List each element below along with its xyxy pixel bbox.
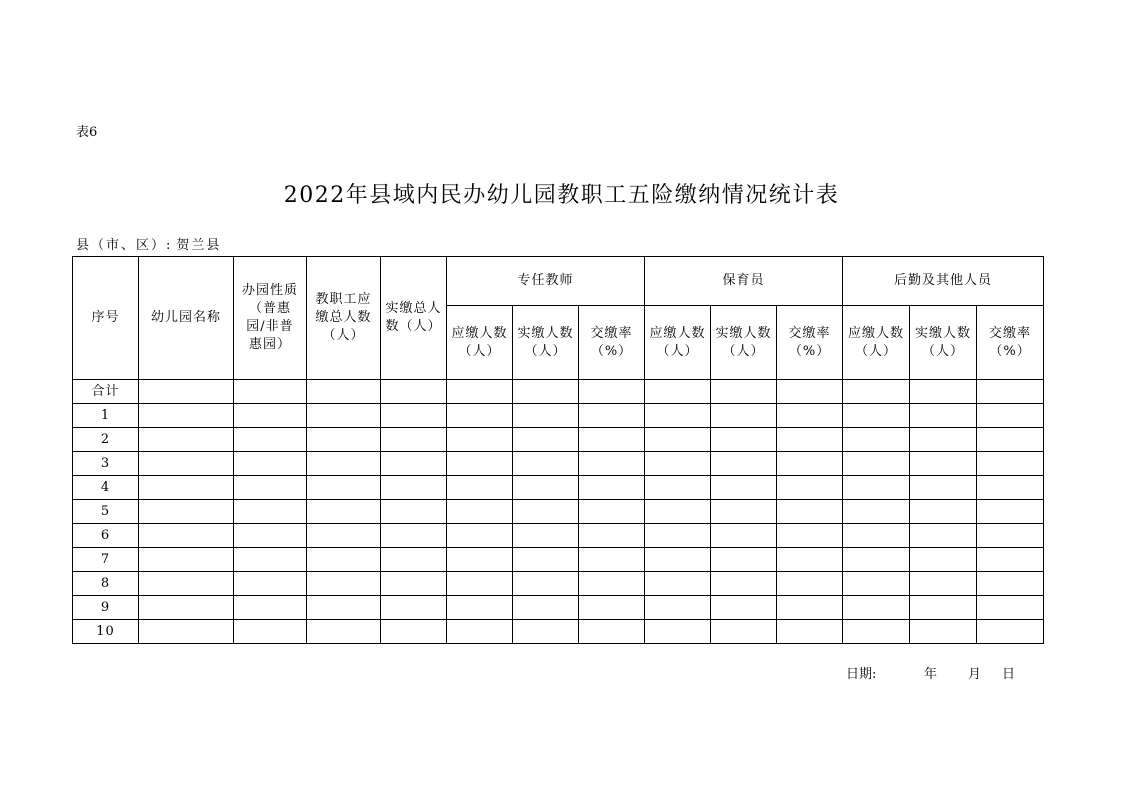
table-cell[interactable] — [513, 500, 579, 524]
table-cell[interactable] — [645, 380, 711, 404]
table-cell[interactable] — [910, 596, 977, 620]
table-cell[interactable] — [645, 428, 711, 452]
table-cell[interactable] — [381, 524, 447, 548]
table-cell[interactable] — [843, 620, 910, 644]
table-cell[interactable] — [777, 452, 843, 476]
table-cell[interactable] — [711, 428, 777, 452]
table-cell[interactable] — [513, 452, 579, 476]
header-teachers-rate-text: 交缴率（%） — [590, 325, 633, 359]
header-nursery-paid-text: 实缴人数（人） — [715, 325, 772, 359]
table-cell[interactable] — [513, 476, 579, 500]
header-nursery-rate — [777, 306, 843, 380]
table-cell[interactable] — [307, 380, 381, 404]
table-cell[interactable] — [579, 620, 645, 644]
table-cell[interactable] — [777, 476, 843, 500]
table-cell[interactable] — [910, 572, 977, 596]
header-teachers-rate — [579, 306, 645, 380]
table-cell[interactable] — [139, 428, 234, 452]
table-cell[interactable] — [711, 572, 777, 596]
table-cell[interactable] — [513, 404, 579, 428]
table-cell[interactable] — [234, 380, 307, 404]
header-other-paid — [910, 306, 977, 380]
table-cell[interactable] — [381, 428, 447, 452]
header-nursery-paid — [711, 306, 777, 380]
table-cell[interactable] — [711, 524, 777, 548]
table-cell[interactable] — [307, 524, 381, 548]
table-cell[interactable] — [513, 620, 579, 644]
table-cell[interactable] — [777, 620, 843, 644]
date-label: 日期: — [846, 667, 877, 682]
table-cell[interactable] — [645, 548, 711, 572]
table-cell[interactable] — [777, 596, 843, 620]
table-cell[interactable] — [910, 620, 977, 644]
table-cell[interactable] — [447, 596, 513, 620]
table-cell[interactable] — [777, 404, 843, 428]
table-row — [73, 476, 1044, 500]
header-teachers-paid — [513, 306, 579, 380]
table-cell[interactable] — [139, 476, 234, 500]
row-label: 9 — [73, 596, 139, 620]
table-cell[interactable] — [645, 596, 711, 620]
table-cell[interactable] — [234, 452, 307, 476]
table-cell[interactable] — [645, 572, 711, 596]
table-cell[interactable] — [307, 476, 381, 500]
table-cell[interactable] — [977, 476, 1044, 500]
table-row — [73, 500, 1044, 524]
table-cell[interactable] — [579, 500, 645, 524]
table-row — [73, 548, 1044, 572]
table-cell[interactable] — [381, 500, 447, 524]
table-cell[interactable] — [711, 404, 777, 428]
table-cell[interactable] — [910, 452, 977, 476]
table-cell[interactable] — [977, 572, 1044, 596]
table-cell[interactable] — [579, 572, 645, 596]
table-cell[interactable] — [579, 548, 645, 572]
table-cell[interactable] — [910, 380, 977, 404]
table-cell[interactable] — [381, 620, 447, 644]
table-cell[interactable] — [977, 596, 1044, 620]
table-cell[interactable] — [447, 524, 513, 548]
table-cell[interactable] — [910, 404, 977, 428]
table-cell[interactable] — [579, 404, 645, 428]
header-staff-due — [307, 257, 381, 380]
table-cell[interactable] — [381, 380, 447, 404]
table-cell[interactable] — [234, 404, 307, 428]
table-cell[interactable] — [447, 572, 513, 596]
header-teachers-due — [447, 306, 513, 380]
table-row — [73, 380, 1044, 404]
table-cell[interactable] — [711, 476, 777, 500]
row-label: 5 — [73, 500, 139, 524]
table-cell[interactable] — [234, 428, 307, 452]
table-cell[interactable] — [977, 548, 1044, 572]
table-cell[interactable] — [977, 524, 1044, 548]
table-cell[interactable] — [139, 524, 234, 548]
table-cell[interactable] — [513, 524, 579, 548]
page-title: 2022年县域内民办幼儿园教职工五险缴纳情况统计表 — [283, 183, 840, 208]
table-cell[interactable] — [910, 500, 977, 524]
header-paid-total-text: 实缴总人数（人） — [385, 301, 442, 334]
table-cell[interactable] — [381, 596, 447, 620]
table-cell[interactable] — [843, 380, 910, 404]
date-year: 年 — [924, 667, 938, 682]
table-cell[interactable] — [447, 404, 513, 428]
table-cell[interactable] — [513, 548, 579, 572]
table-cell[interactable] — [579, 452, 645, 476]
table-cell[interactable] — [711, 500, 777, 524]
table-cell[interactable] — [307, 500, 381, 524]
table-cell[interactable] — [977, 500, 1044, 524]
table-cell[interactable] — [381, 572, 447, 596]
table-cell[interactable] — [139, 572, 234, 596]
table-cell[interactable] — [843, 548, 910, 572]
table-cell[interactable] — [234, 620, 307, 644]
table-cell[interactable] — [447, 380, 513, 404]
table-cell[interactable] — [579, 476, 645, 500]
table-cell[interactable] — [777, 524, 843, 548]
table-cell[interactable] — [139, 500, 234, 524]
header-staff-due-text: 教职工应缴总人数（人） — [315, 292, 372, 343]
table-cell[interactable] — [307, 404, 381, 428]
table-cell[interactable] — [843, 524, 910, 548]
table-cell[interactable] — [381, 452, 447, 476]
table-cell[interactable] — [447, 500, 513, 524]
header-nursery-due-text: 应缴人数（人） — [649, 325, 706, 359]
table-cell[interactable] — [711, 452, 777, 476]
table-cell[interactable] — [843, 572, 910, 596]
table-cell[interactable] — [139, 548, 234, 572]
row-label: 3 — [73, 452, 139, 476]
header-group-other: 后勤及其他人员 — [843, 257, 1044, 306]
table-cell[interactable] — [977, 380, 1044, 404]
table-cell[interactable] — [307, 620, 381, 644]
table-cell[interactable] — [513, 572, 579, 596]
table-cell[interactable] — [139, 380, 234, 404]
table-row — [73, 524, 1044, 548]
header-other-due-text: 应缴人数（人） — [848, 325, 905, 359]
table-cell[interactable] — [381, 476, 447, 500]
table-cell[interactable] — [579, 380, 645, 404]
table-cell[interactable] — [307, 572, 381, 596]
row-label: 6 — [73, 524, 139, 548]
table-cell[interactable] — [910, 476, 977, 500]
table-cell[interactable] — [645, 404, 711, 428]
table-cell[interactable] — [234, 476, 307, 500]
table-cell[interactable] — [843, 404, 910, 428]
table-cell[interactable] — [579, 428, 645, 452]
header-kindergarten-name: 幼儿园名称 — [139, 257, 234, 380]
table-cell[interactable] — [139, 404, 234, 428]
table-cell[interactable] — [381, 548, 447, 572]
table-cell[interactable] — [234, 524, 307, 548]
table-row — [73, 452, 1044, 476]
table-row — [73, 572, 1044, 596]
row-label: 4 — [73, 476, 139, 500]
table-cell[interactable] — [777, 428, 843, 452]
table-cell[interactable] — [777, 380, 843, 404]
table-cell[interactable] — [513, 596, 579, 620]
table-cell[interactable] — [307, 428, 381, 452]
header-group-nursery: 保育员 — [645, 257, 843, 306]
table-cell[interactable] — [447, 452, 513, 476]
table-cell[interactable] — [843, 500, 910, 524]
table-cell[interactable] — [910, 524, 977, 548]
table-cell[interactable] — [447, 620, 513, 644]
table-cell[interactable] — [513, 380, 579, 404]
table-cell[interactable] — [447, 548, 513, 572]
header-paid-total — [381, 257, 447, 380]
table-cell[interactable] — [579, 596, 645, 620]
table-cell[interactable] — [977, 428, 1044, 452]
table-cell[interactable] — [381, 404, 447, 428]
table-row — [73, 404, 1044, 428]
header-other-paid-text: 实缴人数（人） — [915, 325, 972, 359]
header-nursery-due — [645, 306, 711, 380]
table-cell[interactable] — [139, 620, 234, 644]
header-other-rate — [977, 306, 1044, 380]
table-cell[interactable] — [711, 548, 777, 572]
table-cell[interactable] — [307, 596, 381, 620]
row-label: 10 — [73, 620, 139, 644]
table-cell[interactable] — [234, 500, 307, 524]
date-footer — [846, 663, 1015, 682]
header-nursery-rate-text: 交缴率（%） — [788, 325, 831, 359]
table-cell[interactable] — [711, 620, 777, 644]
header-teachers-due-text: 应缴人数（人） — [451, 325, 508, 359]
table-cell[interactable] — [777, 572, 843, 596]
row-label: 1 — [73, 404, 139, 428]
header-seq: 序号 — [73, 257, 139, 380]
table-cell[interactable] — [645, 476, 711, 500]
table-row — [73, 428, 1044, 452]
table-row — [73, 596, 1044, 620]
row-label: 合计 — [73, 380, 139, 404]
table-cell[interactable] — [910, 548, 977, 572]
table-cell[interactable] — [139, 452, 234, 476]
table-cell[interactable] — [711, 596, 777, 620]
table-cell[interactable] — [910, 428, 977, 452]
county-line — [76, 234, 221, 253]
table-cell[interactable] — [447, 476, 513, 500]
table-cell[interactable] — [579, 524, 645, 548]
row-label: 7 — [73, 548, 139, 572]
table-cell[interactable] — [645, 620, 711, 644]
header-nature-text: 办园性质（普惠园/非普惠园） — [241, 283, 298, 352]
table-cell[interactable] — [307, 548, 381, 572]
header-group-teachers: 专任教师 — [447, 257, 645, 306]
table-cell[interactable] — [645, 500, 711, 524]
table-cell[interactable] — [843, 596, 910, 620]
table-cell[interactable] — [234, 596, 307, 620]
table-cell[interactable] — [843, 428, 910, 452]
table-cell[interactable] — [139, 596, 234, 620]
table-number: 表6 — [76, 125, 98, 140]
statistics-table — [72, 256, 1044, 644]
table-cell[interactable] — [234, 572, 307, 596]
date-month: 月 — [968, 667, 982, 682]
table-cell[interactable] — [843, 452, 910, 476]
table-cell[interactable] — [977, 404, 1044, 428]
table-cell[interactable] — [777, 500, 843, 524]
table-cell[interactable] — [447, 428, 513, 452]
table-cell[interactable] — [977, 620, 1044, 644]
header-other-due — [843, 306, 910, 380]
table-row — [73, 620, 1044, 644]
table-cell[interactable] — [645, 452, 711, 476]
table-cell[interactable] — [234, 548, 307, 572]
table-cell[interactable] — [307, 452, 381, 476]
row-label: 8 — [73, 572, 139, 596]
table-cell[interactable] — [977, 452, 1044, 476]
table-cell[interactable] — [777, 548, 843, 572]
date-day: 日 — [1002, 667, 1016, 682]
row-label: 2 — [73, 428, 139, 452]
table-cell[interactable] — [711, 380, 777, 404]
table-cell[interactable] — [645, 524, 711, 548]
county-value: 贺兰县 — [176, 238, 222, 253]
header-teachers-paid-text: 实缴人数（人） — [517, 325, 574, 359]
header-other-rate-text: 交缴率（%） — [989, 325, 1032, 359]
table-cell[interactable] — [843, 476, 910, 500]
header-nature — [234, 257, 307, 380]
table-cell[interactable] — [513, 428, 579, 452]
county-label: 县（市、区）: — [76, 238, 173, 253]
